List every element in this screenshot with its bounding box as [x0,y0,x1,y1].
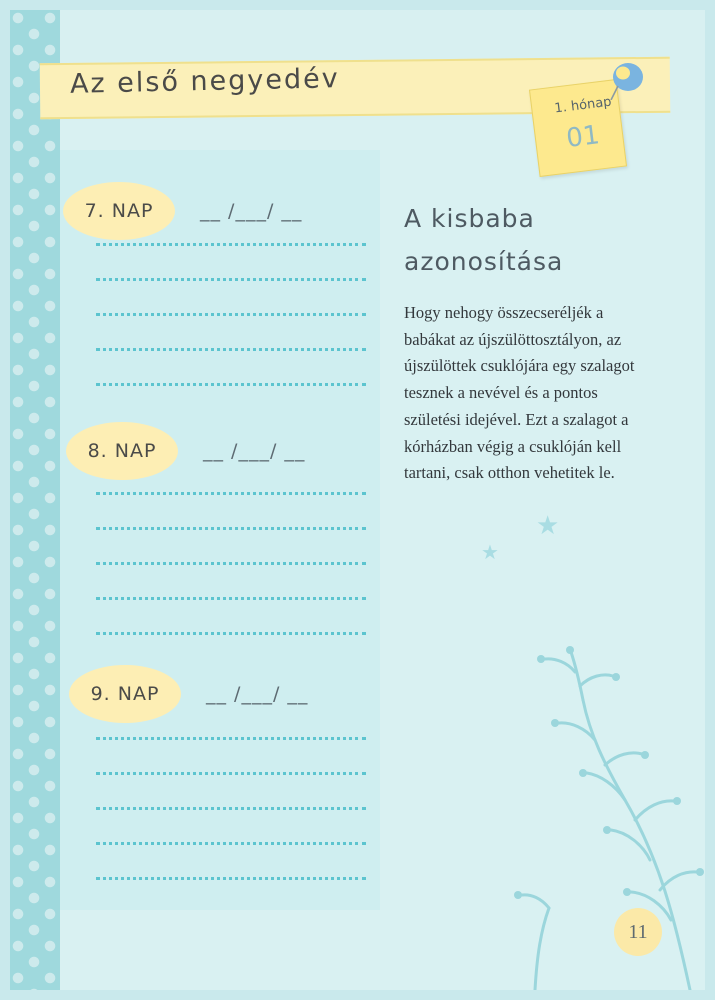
article-title-line1: A kisbaba [404,204,535,233]
writing-rule[interactable] [96,842,366,845]
writing-rule[interactable] [96,348,366,351]
day-label: 8. NAP [87,440,157,462]
date-blank-field[interactable]: __ /___/ __ [203,440,306,462]
article-body: Hogy nehogy összecseréljék a babákat az újszülöttosztályon, az újszülöttek csuklójára egy szalagot tesznek a nevével és a pontos születési idejével. Ezt a szalagot a kórházban végig a csuklóján kell tartani, csak otthon vehetitek le. [404,303,635,483]
page-number: 11 [628,921,648,943]
writing-rule[interactable] [96,313,366,316]
writing-rule[interactable] [96,278,366,281]
writing-rule[interactable] [96,632,366,635]
day-label: 7. NAP [84,200,154,222]
date-blank-field[interactable]: __ /___/ __ [200,200,303,222]
pushpin-icon [606,60,646,100]
writing-rule[interactable] [96,562,366,565]
writing-rule[interactable] [96,492,366,495]
date-blank-field[interactable]: __ /___/ __ [206,683,309,705]
writing-rule[interactable] [96,877,366,880]
writing-area [60,150,380,910]
writing-rule[interactable] [96,597,366,600]
article-title-line2: azonosítása [404,246,564,276]
month-tag-number: 01 [564,120,602,154]
decorative-pattern-strip [10,10,60,990]
writing-rule[interactable] [96,737,366,740]
writing-rule[interactable] [96,807,366,810]
writing-rule[interactable] [96,772,366,775]
writing-rule[interactable] [96,527,366,530]
writing-rule[interactable] [96,243,366,246]
day-label: 9. NAP [90,683,160,705]
star-icon: ★ [536,510,560,540]
star-icon: ★ [481,542,499,564]
page-title: Az első negyedév [69,63,340,100]
month-tag-label: 1. hónap [553,94,613,117]
writing-rule[interactable] [96,383,366,386]
article-title [404,200,664,282]
